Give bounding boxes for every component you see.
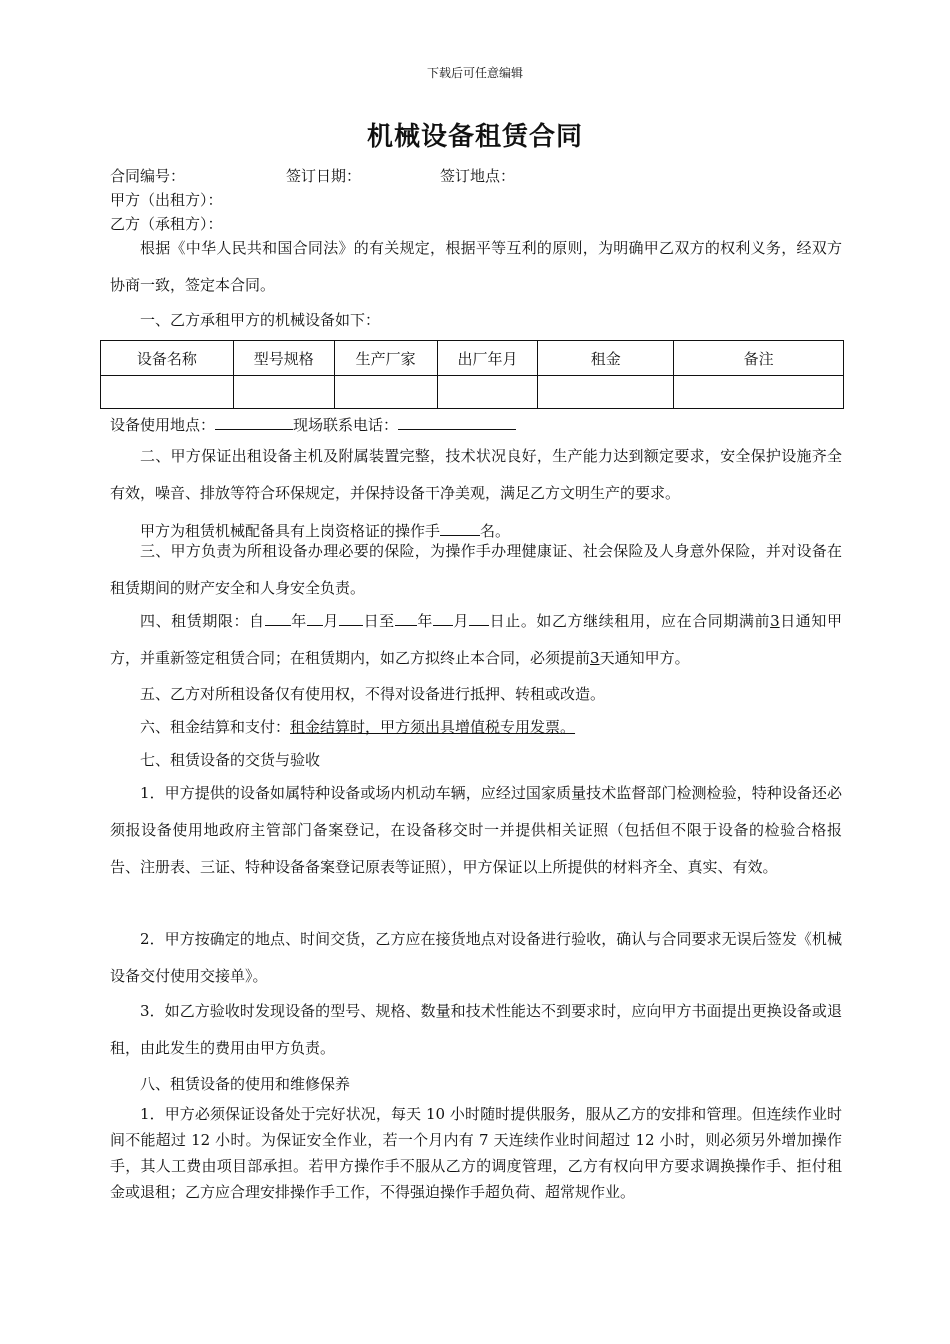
equipment-table: [100, 340, 844, 409]
section-8-item-1: 1．甲方必须保证设备处于完好状况，每天 10 小时随时提供服务，服从乙方的安排和管理。但连续作业时间不能超过 12 小时。为保证安全作业，若一个月内有 7 天连续作业时间超过 12 小时，则必须另外增加操作手，其人工费由项目部承担。若甲方操作手不服从乙方的调度管理，乙方有权向甲方要求调换操作手、拒付租金或退租；乙方应合理安排操作手工作，不得强迫操作手超负荷、超常规作业。: [110, 1105, 842, 1201]
blank: [265, 609, 291, 626]
notice-days-1: 3: [770, 612, 780, 630]
notice-days-2: 3: [590, 649, 600, 667]
use-place-line: [110, 413, 516, 435]
table-cell: [233, 376, 334, 409]
term-text: 天通知甲方。: [599, 649, 690, 667]
blank: [395, 609, 417, 626]
section-7-heading: 七、租赁设备的交货与验收: [140, 751, 321, 769]
table-header: 备注: [674, 341, 844, 376]
contact-phone-blank: [398, 413, 516, 430]
preamble: 根据《中华人民共和国合同法》的有关规定，根据平等互利的原则，为明确甲乙双方的权利义务，经双方协商一致，签定本合同。: [110, 239, 842, 294]
party-b-label: 乙方（承租方）：: [110, 215, 223, 233]
operators-text: 甲方为租赁机械配备具有上岗资格证的操作手: [140, 522, 441, 540]
blank: [469, 609, 489, 626]
table-header: 出厂年月: [437, 341, 538, 376]
table-header: 型号规格: [233, 341, 334, 376]
sign-place-label: 签订地点：: [440, 167, 516, 185]
section-1-heading: 一、乙方承租甲方的机械设备如下：: [140, 311, 381, 329]
table-cell: [437, 376, 538, 409]
term-text: 日通知甲方，并重新签定租赁合同；在租赁期内，如乙方拟终止本合同，必须提前: [110, 612, 842, 667]
blank: [433, 609, 453, 626]
section-5: 五、乙方对所租设备仅有使用权，不得对设备进行抵押、转租或改造。: [140, 685, 606, 703]
blank: [339, 609, 363, 626]
section-2: 二、甲方保证出租设备主机及附属装置完整，技术状况良好，生产能力达到额定要求，安全保护设施齐全有效，噪音、排放等符合环保规定，并保持设备干净美观，满足乙方文明生产的要求。: [110, 447, 842, 502]
contract-no-label: 合同编号：: [110, 167, 186, 185]
use-place-label: 设备使用地点：: [110, 416, 216, 434]
use-place-blank: [215, 413, 293, 430]
sign-date-label: 签订日期：: [286, 167, 362, 185]
section-7-item-1: 1．甲方提供的设备如属特种设备或场内机动车辆，应经过国家质量技术监督部门检测检验，特种设备还必须报设备使用地政府主管部门备案登记，在设备移交时一并提供相关证照（包括但不限于设备的检验合格报告、注册表、三证、特种设备备案登记原表等证照），甲方保证以上所提供的材料齐全、真实、有效。: [110, 784, 842, 876]
page-title: 机械设备租赁合同: [366, 122, 583, 152]
operators-suffix: 名。: [480, 522, 511, 540]
section-6-label: 六、租金结算和支付：: [140, 718, 291, 736]
term-text: 年: [416, 612, 433, 630]
section-7-item-2: 2．甲方按确定的地点、时间交货，乙方应在接货地点对设备进行验收，确认与合同要求无误后签发《机械设备交付使用交接单》。: [110, 930, 842, 985]
table-cell: [101, 376, 234, 409]
party-a-label: 甲方（出租方）：: [110, 191, 223, 209]
term-text: 日止。如乙方继续租用，应在合同期满前: [489, 612, 771, 630]
term-text: 四、租赁期限：自: [140, 612, 265, 630]
table-header-row: [101, 341, 844, 376]
term-text: 年: [290, 612, 307, 630]
blank: [307, 609, 323, 626]
section-8-heading: 八、租赁设备的使用和维修保养: [140, 1075, 351, 1093]
contact-phone-label: 现场联系电话：: [293, 416, 399, 434]
term-text: 日至: [362, 612, 395, 630]
table-cell: [538, 376, 674, 409]
term-text: 月: [322, 612, 339, 630]
section-3: 三、甲方负责为所租设备办理必要的保险，为操作手办理健康证、社会保险及人身意外保险，并对设备在租赁期间的财产安全和人身安全负责。: [110, 542, 842, 597]
section-6: [110, 709, 842, 746]
table-header: 生产厂家: [334, 341, 437, 376]
section-7-item-3: 3．如乙方验收时发现设备的型号、规格、数量和技术性能达不到要求时，应向甲方书面提出更换设备或退租，由此发生的费用由甲方负责。: [110, 1002, 842, 1057]
table-cell: [334, 376, 437, 409]
table-header: 租金: [538, 341, 674, 376]
header-note: 下载后可任意编辑: [426, 66, 523, 80]
table-cell: [674, 376, 844, 409]
section-4: [110, 603, 842, 677]
term-text: 月: [452, 612, 470, 630]
section-6-value: 租金结算时，甲方须出具增值税专用发票。: [290, 718, 576, 736]
table-row: [101, 376, 844, 409]
table-header: 设备名称: [101, 341, 234, 376]
